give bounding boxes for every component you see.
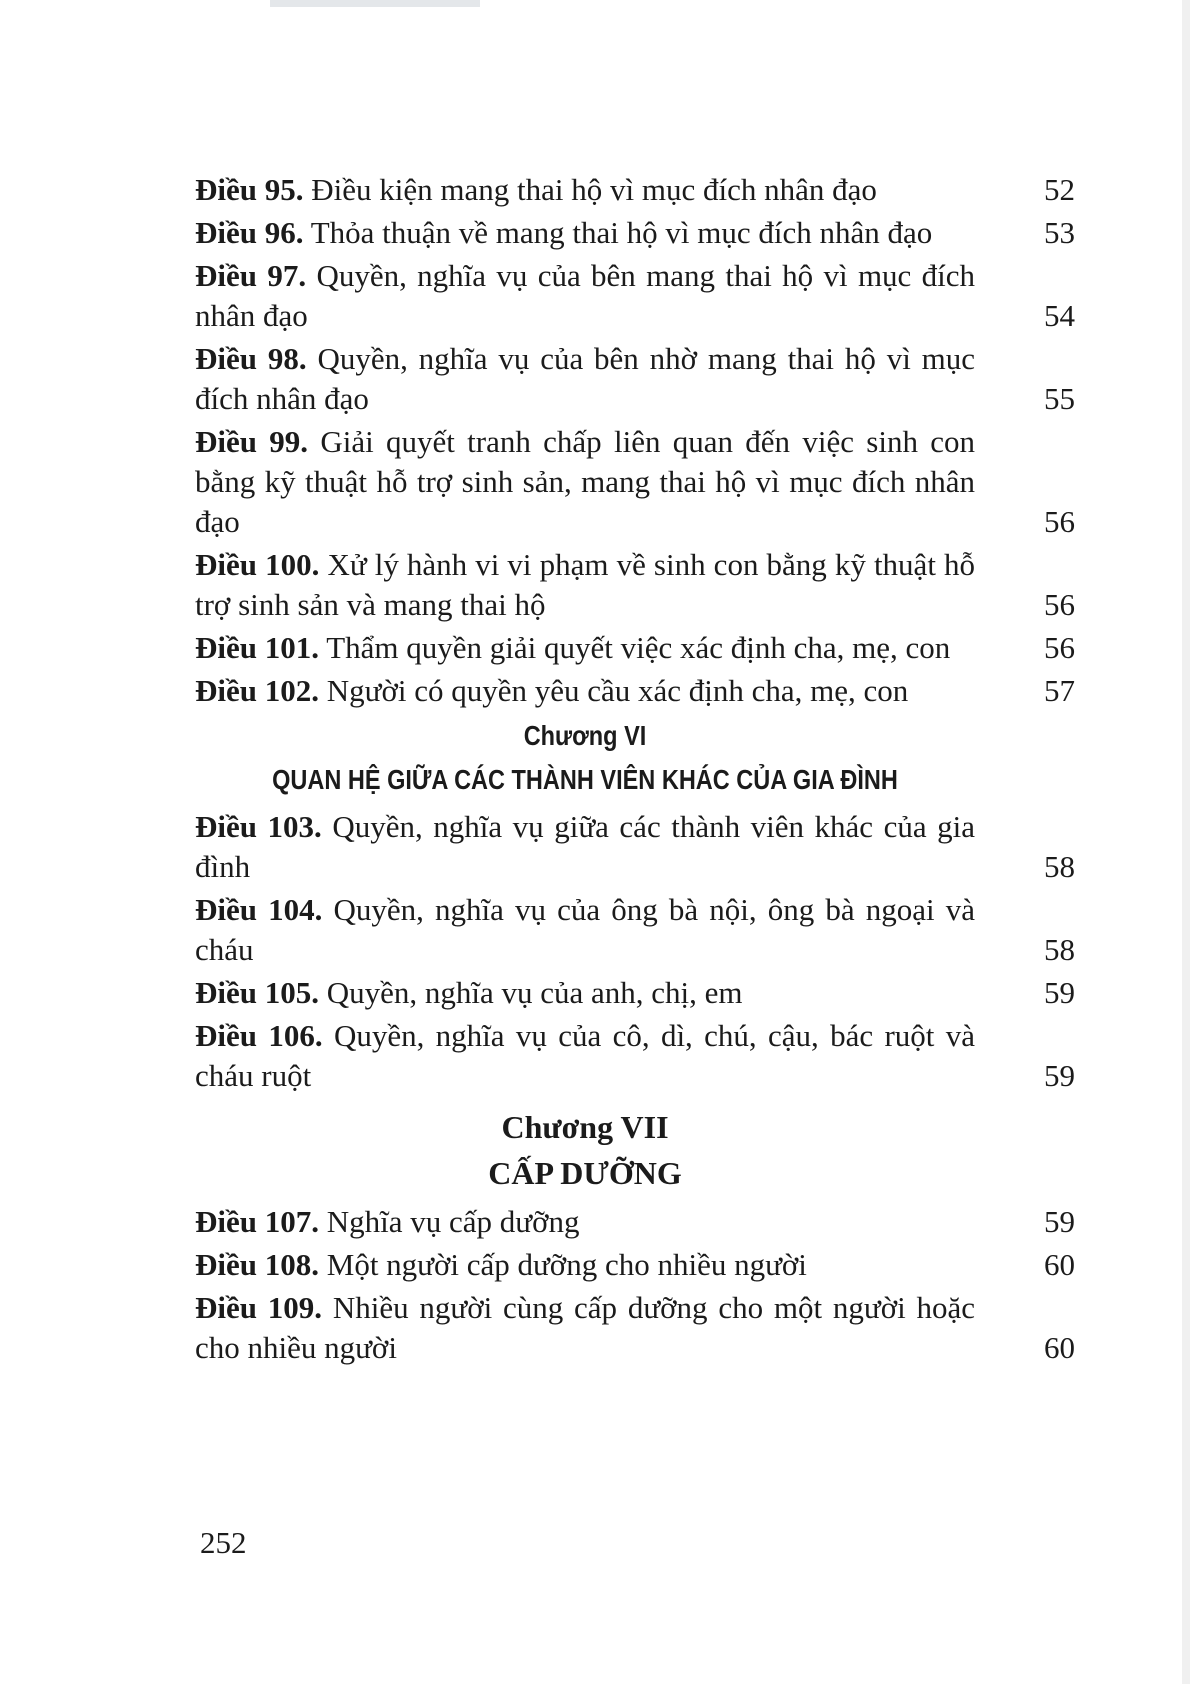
entry-page: 59 bbox=[1044, 975, 1075, 1010]
table-of-contents bbox=[195, 170, 1075, 1371]
entry-title: Quyền, nghĩa vụ của bên nhờ mang thai hộ vì mục đích nhân đạo bbox=[195, 341, 976, 416]
toc-entry-102 bbox=[195, 671, 1075, 711]
entry-number: Điều 98. bbox=[195, 341, 307, 376]
chapter-7-title: CẤP DƯỠNG bbox=[488, 1155, 682, 1191]
toc-entry-109 bbox=[195, 1288, 1075, 1368]
toc-entry-108 bbox=[195, 1245, 1075, 1285]
entry-number: Điều 95. bbox=[195, 172, 304, 207]
toc-entry-95 bbox=[195, 170, 1075, 210]
toc-entry-98 bbox=[195, 339, 1075, 419]
entry-number: Điều 108. bbox=[195, 1247, 319, 1282]
entry-page: 60 bbox=[1044, 1247, 1075, 1282]
entry-number: Điều 103. bbox=[195, 809, 322, 844]
entry-number: Điều 102. bbox=[195, 673, 319, 708]
chapter-6-title: QUAN HỆ GIỮA CÁC THÀNH VIÊN KHÁC CỦA GIA ĐÌNH bbox=[272, 764, 898, 795]
entry-page: 59 bbox=[1044, 1058, 1075, 1093]
entry-title: Nghĩa vụ cấp dưỡng bbox=[326, 1204, 580, 1239]
scan-edge-right bbox=[1182, 0, 1190, 1684]
toc-entry-99 bbox=[195, 422, 1075, 542]
toc-entry-106 bbox=[195, 1016, 1075, 1096]
entry-number: Điều 96. bbox=[195, 215, 304, 250]
entry-page: 60 bbox=[1044, 1330, 1075, 1365]
entry-page: 56 bbox=[1044, 630, 1075, 665]
entry-number: Điều 109. bbox=[195, 1290, 323, 1325]
entry-page: 55 bbox=[1044, 381, 1075, 416]
entry-page: 58 bbox=[1044, 849, 1075, 884]
chapter-7-label: Chương VII bbox=[501, 1109, 669, 1145]
entry-number: Điều 105. bbox=[195, 975, 319, 1010]
toc-entry-100 bbox=[195, 545, 1075, 625]
scan-edge-top bbox=[270, 0, 480, 7]
entry-page: 57 bbox=[1044, 673, 1075, 708]
entry-title: Xử lý hành vi vi phạm về sinh con bằng kỹ thuật hỗ trợ sinh sản và mang thai hộ bbox=[195, 547, 976, 622]
toc-entry-104 bbox=[195, 890, 1075, 970]
entry-page: 56 bbox=[1044, 504, 1075, 539]
chapter-6-label: Chương VI bbox=[523, 720, 647, 751]
entry-title: Quyền, nghĩa vụ giữa các thành viên khác của gia đình bbox=[195, 809, 976, 884]
entry-title: Người có quyền yêu cầu xác định cha, mẹ, con bbox=[326, 673, 909, 708]
entry-title: Quyền, nghĩa vụ của anh, chị, em bbox=[326, 975, 743, 1010]
entry-number: Điều 100. bbox=[195, 547, 320, 582]
entry-page: 58 bbox=[1044, 932, 1075, 967]
entry-page: 52 bbox=[1044, 172, 1075, 207]
entry-number: Điều 101. bbox=[195, 630, 319, 665]
entry-title: Điều kiện mang thai hộ vì mục đích nhân đạo bbox=[311, 172, 877, 207]
entry-title: Giải quyết tranh chấp liên quan đến việc sinh con bằng kỹ thuật hỗ trợ sinh sản, mang thai hộ vì mục đích nhân đạo bbox=[195, 424, 976, 539]
entry-title: Một người cấp dưỡng cho nhiều người bbox=[326, 1247, 807, 1282]
entry-title: Thẩm quyền giải quyết việc xác định cha, mẹ, con bbox=[326, 630, 951, 665]
entry-title: Nhiều người cùng cấp dưỡng cho một người hoặc cho nhiều người bbox=[195, 1290, 976, 1365]
entry-title: Quyền, nghĩa vụ của ông bà nội, ông bà ngoại và cháu bbox=[195, 892, 975, 967]
entry-number: Điều 104. bbox=[195, 892, 323, 927]
toc-entry-105 bbox=[195, 973, 1075, 1013]
entry-title: Quyền, nghĩa vụ của cô, dì, chú, cậu, bác ruột và cháu ruột bbox=[195, 1018, 975, 1093]
toc-entry-97 bbox=[195, 256, 1075, 336]
entry-title: Quyền, nghĩa vụ của bên mang thai hộ vì mục đích nhân đạo bbox=[195, 258, 976, 333]
entry-page: 54 bbox=[1044, 298, 1075, 333]
entry-page: 59 bbox=[1044, 1204, 1075, 1239]
toc-entry-103 bbox=[195, 807, 1075, 887]
entry-page: 56 bbox=[1044, 587, 1075, 622]
entry-title: Thỏa thuận về mang thai hộ vì mục đích nhân đạo bbox=[310, 215, 933, 250]
entry-number: Điều 106. bbox=[195, 1018, 323, 1053]
toc-entry-96 bbox=[195, 213, 1075, 253]
entry-page: 53 bbox=[1044, 215, 1075, 250]
entry-number: Điều 97. bbox=[195, 258, 307, 293]
toc-entry-107 bbox=[195, 1202, 1075, 1242]
entry-number: Điều 99. bbox=[195, 424, 309, 459]
toc-entry-101 bbox=[195, 628, 1075, 668]
page-number: 252 bbox=[200, 1525, 247, 1560]
entry-number: Điều 107. bbox=[195, 1204, 319, 1239]
